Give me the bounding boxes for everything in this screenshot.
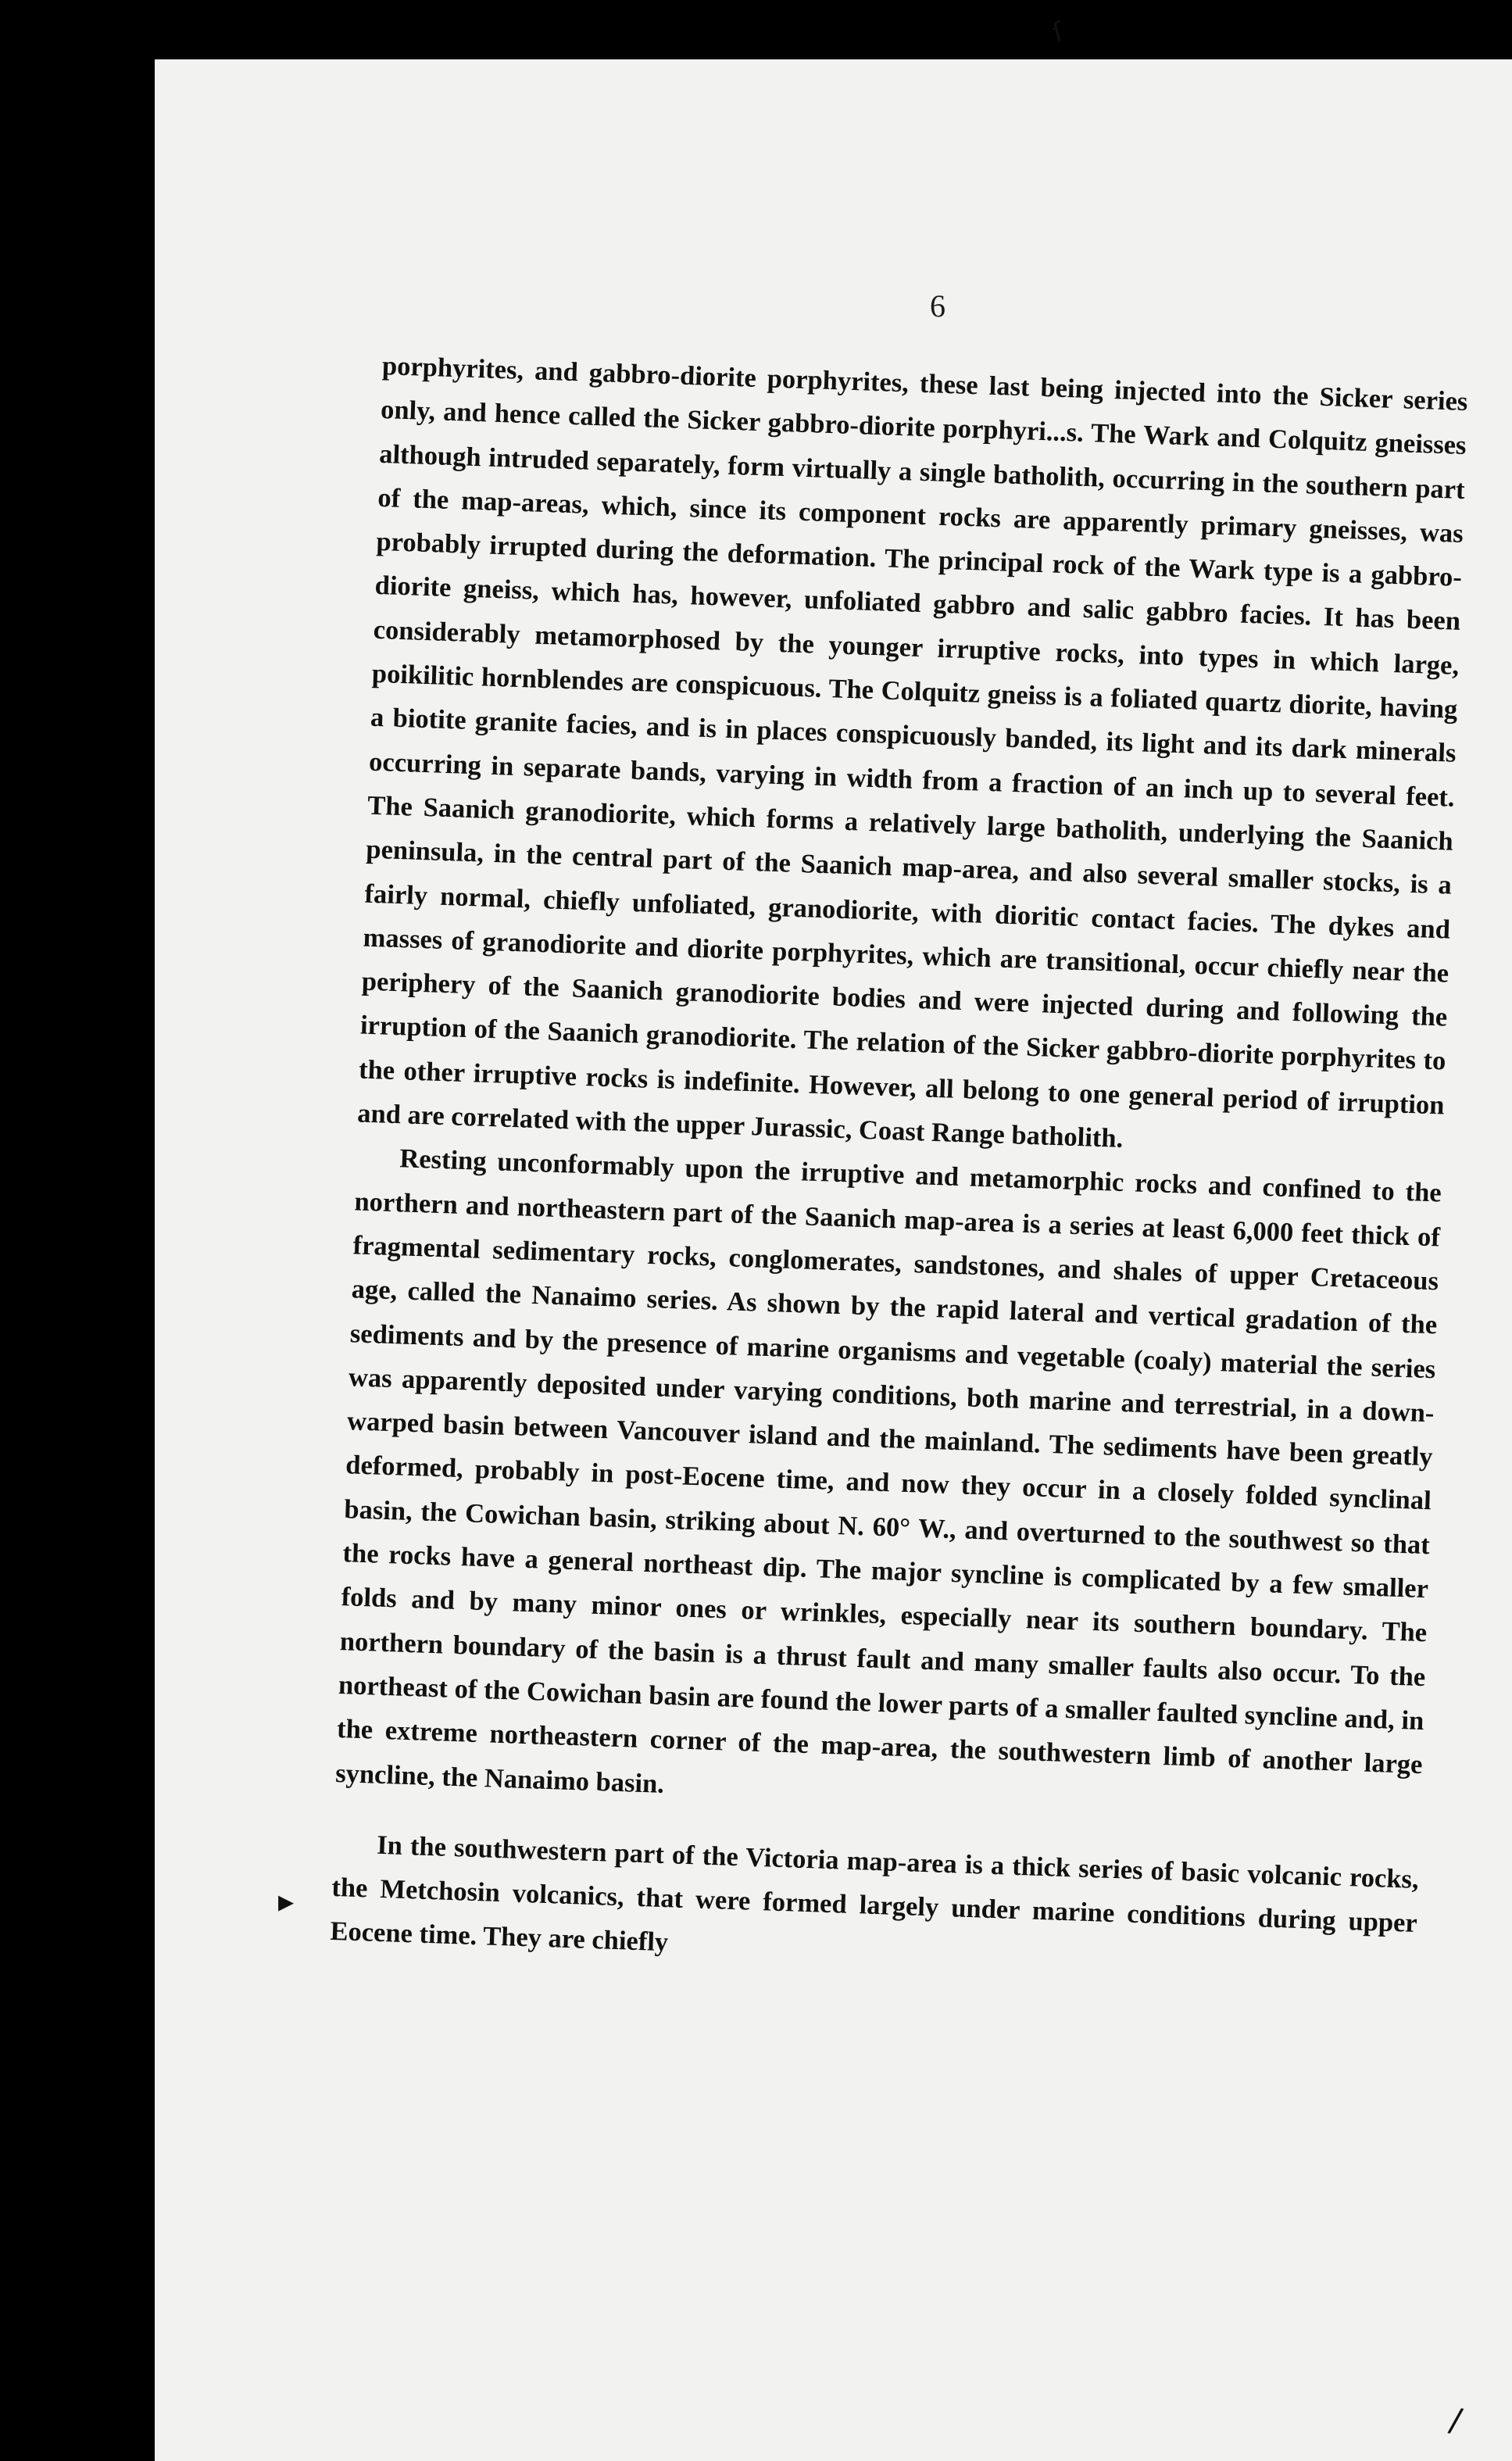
page-number: 6: [930, 288, 945, 324]
body-text: [330, 344, 1469, 1990]
scan-artifact-mark: /: [1446, 2400, 1466, 2440]
scan-artifact-mark: ſ: [1049, 16, 1067, 49]
scan-artifact-mark: ▸: [278, 1883, 295, 1919]
paragraph-1: porphyrites, and gabbro-diorite porphyrites, these last being injected into the Sicker series only, and hence called the Sicker gabbro-diorite porphyri...s. The Wark and Colquitz gneisses although intruded separately, form virtually a single batholith, occurring in the southern part of the map-areas, which, since its component rocks are apparently primary gneisses, was probably irrupted during the deformation. The principal rock of the Wark type is a gabbro-diorite gneiss, which has, however, unfoliated gabbro and salic gabbro facies. It has been considerably metamorphosed by the younger irruptive rocks, into types in which large, poikilitic hornblendes are conspicuous. The Colquitz gneiss is a foliated quartz diorite, having a biotite granite facies, and is in places conspicuously banded, its light and its dark minerals occurring in separate bands, varying in width from a fraction of an inch up to several feet. The Saanich granodiorite, which forms a relatively large batholith, underlying the Saanich peninsula, in the central part of the Saanich map-area, and also several smaller stocks, is a fairly normal, chiefly unfoliated, granodiorite, with dioritic contact facies. The dykes and masses of granodiorite and diorite porphyrites, which are transitional, occur chiefly near the periphery of the Saanich granodiorite bodies and were injected during and following the irruption of the Saanich granodiorite. The relation of the Sicker gabbro-diorite porphyrites to the other irruptive rocks is indefinite. However, all belong to one general period of irruption and are correlated with the upper Jurassic, Coast Range batholith.: [356, 350, 1468, 1154]
paragraph-3: In the southwestern part of the Victoria map-area is a thick series of basic volcanic rocks, the Metchosin volcanics, that were formed largely under marine conditions during upper Eocene time. They are chiefly: [329, 1830, 1420, 1958]
paragraph-2: Resting unconformably upon the irruptive and metamorphic rocks and confined to the northern and northeastern part of the Saanich map-area is a series at least 6,000 feet thick of fragmental sedimentary rocks, conglomerates, sandstones, and shales of upper Cretaceous age, called the Nanaimo series. As shown by the rapid lateral and vertical gradation of the sediments and by the presence of marine organisms and vegetable (coaly) material the series was apparently deposited under varying conditions, both marine and terrestrial, in a down-warped basin between Vancouver island and the mainland. The sediments have been greatly deformed, probably in post-Eocene time, and now they occur in a closely folded synclinal basin, the Cowichan basin, striking about N. 60° W., and overturned to the southwest so that the rocks have a general northeast dip. The major syncline is complicated by a few smaller folds and by many minor ones or wrinkles, especially near its southern boundary. The northern boundary of the basin is a thrust fault and many smaller faults also occur. To the northeast of the Cowichan basin are found the lower parts of a smaller faulted syncline and, in the extreme northeastern corner of the map-area, the southwestern limb of another large syncline, the Nanaimo basin.: [334, 1143, 1442, 1799]
